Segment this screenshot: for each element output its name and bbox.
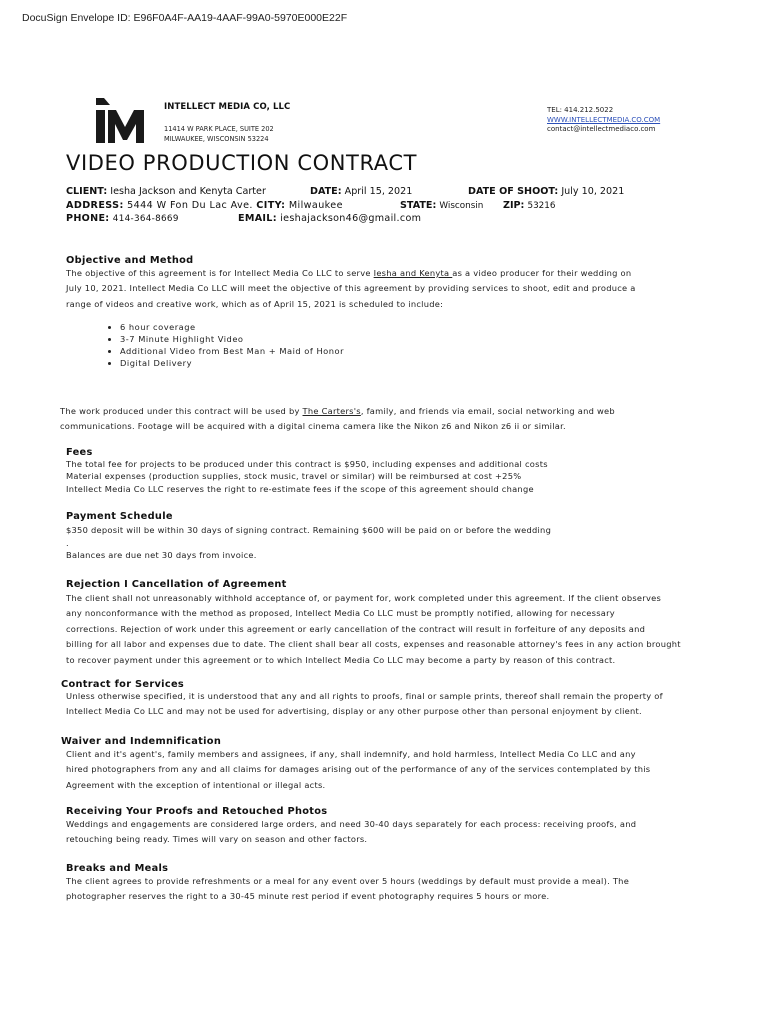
contract-heading: Contract for Services xyxy=(61,679,185,690)
phone-value: 414-364-8669 xyxy=(112,214,179,224)
objective-body xyxy=(66,266,636,312)
company-tel: TEL: 414.212.5022 xyxy=(547,106,614,114)
usage-body xyxy=(60,404,615,435)
company-name: INTELLECT MEDIA CO, LLC xyxy=(164,102,291,112)
usage-line-1: The work produced under this contract will be used by The Carters's, family, and friends via email, social networking and web xyxy=(60,406,615,416)
rejection-line: The client shall not unreasonably withhold acceptance of, or payment for, work completed under this agreement. If the client observes xyxy=(66,593,662,603)
address-field: ADDRESS: 5444 W Fon Du Lac Ave. CITY: Milwaukee xyxy=(66,200,343,211)
rejection-line: to recover payment under this agreement or to which Intellect Media Co LLC may become a party by reason of this contract. xyxy=(66,654,616,665)
list-item: • 6 hour coverage xyxy=(120,321,344,333)
company-address-line1: 11414 W PARK PLACE, SUITE 202 xyxy=(164,125,274,133)
usage-line-2: communications. Footage will be acquired with a digital cinema camera like the Nikon z6 and Nikon z6 ii or similar. xyxy=(60,421,566,432)
company-contact xyxy=(547,106,660,135)
payment-heading: Payment Schedule xyxy=(66,511,173,522)
fees-line: Material expenses (production supplies, stock music, travel or similar) will be reimbursed at cost +25% xyxy=(66,471,522,482)
zip-field: ZIP: 53216 xyxy=(503,200,556,211)
date-field: DATE: April 15, 2021 xyxy=(310,186,413,197)
shoot-date-value: July 10, 2021 xyxy=(561,186,625,197)
waiver-line: hired photographers from any and all claims for damages arising out of the performance of any of the services contemplated by this xyxy=(66,764,651,775)
email-field: EMAIL: ieshajackson46@gmail.com xyxy=(238,213,422,224)
company-email: contact@intellectmediaco.com xyxy=(547,125,656,134)
carters-underlined: The Carters's xyxy=(302,406,361,416)
fees-heading: Fees xyxy=(66,447,93,458)
company-address xyxy=(164,124,274,144)
contract-body xyxy=(66,689,663,720)
fees-body xyxy=(66,458,548,495)
payment-body xyxy=(66,524,551,562)
proofs-line: retouching being ready. Times will vary on season and other factors. xyxy=(66,834,368,845)
payment-line: . xyxy=(66,537,69,548)
docusign-envelope-id: DocuSign Envelope ID: E96F0A4F-AA19-4AAF-99A0-5970E000E22F xyxy=(22,12,348,24)
rejection-line: billing for all labor and expenses due to date. The client shall bear all costs, expenses and reasonable attorney's fees in any action brought xyxy=(66,639,681,650)
breaks-line: photographer reserves the right to a 30-45 minute rest period if event photography requires 5 hours or more. xyxy=(66,891,550,902)
zip-value: 53216 xyxy=(527,201,556,211)
state-field: STATE: Wisconsin xyxy=(400,200,484,211)
proofs-heading: Receiving Your Proofs and Retouched Photos xyxy=(66,806,328,817)
objective-line-2: July 10, 2021. Intellect Media Co LLC will meet the objective of this agreement by providing services to shoot, edit and produce a xyxy=(66,283,636,294)
contract-title: VIDEO PRODUCTION CONTRACT xyxy=(66,151,418,175)
rejection-line: any nonconformance with the method as proposed, Intellect Media Co LLC must be promptly notified, allowing for necessary xyxy=(66,608,615,619)
fees-line: The total fee for projects to be produced under this contract is $950, including expenses and additional costs xyxy=(66,459,548,469)
contract-line: Unless otherwise specified, it is understood that any and all rights to proofs, final or sample prints, thereof shall remain the property of xyxy=(66,691,663,701)
proofs-body xyxy=(66,817,636,848)
breaks-line: The client agrees to provide refreshments or a meal for any event over 5 hours (weddings by default must provide a meal). The xyxy=(66,876,630,886)
city-value: Milwaukee xyxy=(288,200,343,211)
waiver-heading: Waiver and Indemnification xyxy=(61,736,222,747)
list-item: • Digital Delivery xyxy=(120,357,344,369)
client-value: Iesha Jackson and Kenyta Carter xyxy=(110,186,266,197)
im-logo-icon xyxy=(94,96,146,144)
breaks-body xyxy=(66,874,629,905)
fees-line: Intellect Media Co LLC reserves the right to re-estimate fees if the scope of this agreement should change xyxy=(66,483,534,494)
company-address-line2: MILWAUKEE, WISCONSIN 53224 xyxy=(164,135,269,143)
company-website-link[interactable]: WWW.INTELLECTMEDIA.CO.COM xyxy=(547,115,661,124)
list-item: • Additional Video from Best Man + Maid of Honor xyxy=(120,345,344,357)
state-value: Wisconsin xyxy=(439,201,484,211)
payment-line: $350 deposit will be within 30 days of signing contract. Remaining $600 will be paid on or before the wedding xyxy=(66,525,552,535)
objective-line-1: The objective of this agreement is for Intellect Media Co LLC to serve Iesha and Kenyta as a video producer for their wedding on xyxy=(66,268,632,278)
objective-line-3: range of videos and creative work, which as of April 15, 2021 is scheduled to include: xyxy=(66,298,444,309)
rejection-body xyxy=(66,591,681,668)
address-value: 5444 W Fon Du Lac Ave. xyxy=(127,200,253,211)
client-names-underlined: Iesha and Kenyta xyxy=(373,268,453,278)
rejection-heading: Rejection I Cancellation of Agreement xyxy=(66,579,287,590)
client-field: CLIENT: Iesha Jackson and Kenyta Carter xyxy=(66,186,266,197)
email-value: ieshajackson46@gmail.com xyxy=(280,213,422,224)
proofs-line: Weddings and engagements are considered large orders, and need 30-40 days separately for each process: receiving proofs, and xyxy=(66,819,637,829)
payment-line: Balances are due net 30 days from invoice. xyxy=(66,550,257,560)
waiver-line: Agreement with the exception of intentional or illegal acts. xyxy=(66,779,326,790)
date-value: April 15, 2021 xyxy=(344,186,413,197)
waiver-line: Client and it's agent's, family members and assignees, if any, shall indemnify, and hold harmless, Intellect Media Co LLC and any xyxy=(66,749,636,759)
phone-field: PHONE: 414-364-8669 xyxy=(66,213,179,224)
deliverables-list xyxy=(100,321,344,369)
list-item: • 3-7 Minute Highlight Video xyxy=(120,333,344,345)
shoot-date-field: DATE OF SHOOT: July 10, 2021 xyxy=(468,186,625,197)
contract-line: Intellect Media Co LLC and may not be used for advertising, display or any other purpose other than personal enjoyment by client. xyxy=(66,706,642,717)
objective-heading: Objective and Method xyxy=(66,255,194,266)
rejection-line: corrections. Rejection of work under this agreement or early cancellation of the contract will result in forfeiture of any deposits and xyxy=(66,623,646,634)
breaks-heading: Breaks and Meals xyxy=(66,863,169,874)
waiver-body xyxy=(66,747,650,793)
